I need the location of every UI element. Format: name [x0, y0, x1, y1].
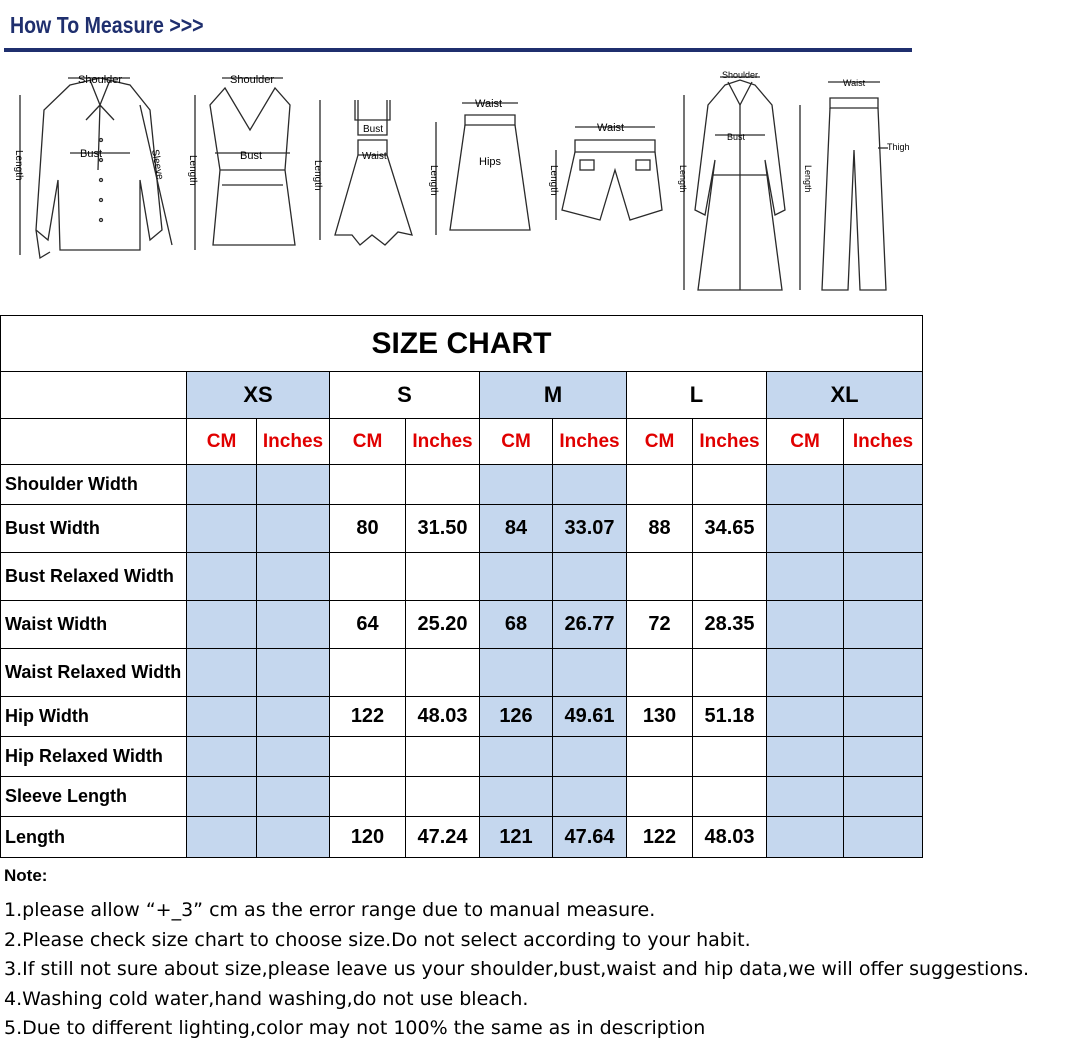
value-cell: [767, 553, 844, 601]
pants-thigh-label: Thigh: [887, 142, 910, 152]
value-cell: [844, 777, 923, 817]
garment-illustrations: [0, 60, 1085, 310]
value-cell: [767, 777, 844, 817]
value-cell: [844, 697, 923, 737]
value-cell: [767, 817, 844, 858]
size-chart-table: [0, 315, 923, 858]
value-cell: 72: [627, 601, 693, 649]
value-cell: [693, 777, 767, 817]
value-cell: [406, 649, 480, 697]
value-cell: [257, 737, 330, 777]
table-row: [1, 777, 923, 817]
shorts-illustration: [556, 127, 662, 220]
value-cell: [406, 465, 480, 505]
notes-title: Note:: [4, 866, 48, 885]
coat-length-label: Length: [678, 165, 688, 193]
value-cell: [553, 553, 627, 601]
value-cell: 122: [330, 697, 406, 737]
row-label: Hip Width: [1, 697, 187, 737]
value-cell: [330, 649, 406, 697]
tank-length-label: Length: [187, 155, 198, 186]
value-cell: [257, 649, 330, 697]
note-line: 1.please allow “+_3” cm as the error range due to manual measure.: [4, 899, 656, 921]
shorts-waist-label: Waist: [597, 122, 625, 134]
value-cell: [553, 737, 627, 777]
value-cell: [406, 737, 480, 777]
value-cell: [257, 777, 330, 817]
value-cell: [553, 649, 627, 697]
value-cell: [627, 649, 693, 697]
coat-illustration: [684, 77, 785, 290]
value-cell: [187, 649, 257, 697]
value-cell: [187, 553, 257, 601]
value-cell: 49.61: [553, 697, 627, 737]
unit-label-cell: [1, 419, 187, 465]
unit-header-cm: CM: [627, 419, 693, 465]
value-cell: [187, 465, 257, 505]
row-label: Sleeve Length: [1, 777, 187, 817]
value-cell: [480, 777, 553, 817]
value-cell: [330, 737, 406, 777]
value-cell: 48.03: [406, 697, 480, 737]
blouse-shoulder-label: Shoulder: [78, 74, 123, 86]
how-to-measure-title: How To Measure >>>: [10, 12, 204, 38]
value-cell: [844, 553, 923, 601]
blouse-length-label: Length: [13, 150, 24, 181]
value-cell: [693, 737, 767, 777]
value-cell: 80: [330, 505, 406, 553]
note-line: 2.Please check size chart to choose size.Do not select according to your habit.: [4, 928, 751, 951]
value-cell: [693, 649, 767, 697]
tank-bust-label: Bust: [240, 150, 263, 162]
blouse-bust-label: Bust: [80, 148, 103, 160]
size-header-xs: XS: [187, 372, 330, 419]
value-cell: 33.07: [553, 505, 627, 553]
value-cell: [767, 465, 844, 505]
value-cell: [406, 553, 480, 601]
value-cell: 25.20: [406, 601, 480, 649]
skirt-hips-label: Hips: [479, 156, 502, 168]
value-cell: [187, 817, 257, 858]
value-cell: [553, 465, 627, 505]
unit-header-inches: Inches: [693, 419, 767, 465]
value-cell: 88: [627, 505, 693, 553]
value-cell: 28.35: [693, 601, 767, 649]
row-label: Shoulder Width: [1, 465, 187, 505]
shorts-length-label: Length: [548, 165, 559, 196]
value-cell: [257, 465, 330, 505]
value-cell: [767, 697, 844, 737]
note-line: 4.Washing cold water,hand washing,do not use bleach.: [4, 987, 529, 1010]
blouse-sleeve-label: Sleeve: [149, 148, 166, 181]
value-cell: [330, 553, 406, 601]
unit-header-cm: CM: [187, 419, 257, 465]
table-row: [1, 553, 923, 601]
dress-length-label: Length: [312, 160, 323, 191]
unit-header-cm: CM: [767, 419, 844, 465]
value-cell: 31.50: [406, 505, 480, 553]
value-cell: 48.03: [693, 817, 767, 858]
value-cell: [257, 697, 330, 737]
value-cell: [627, 777, 693, 817]
value-cell: [187, 777, 257, 817]
note-line: 3.If still not sure about size,please leave us your shoulder,bust,waist and hip data,we will offer suggestions.: [4, 958, 1030, 980]
value-cell: [844, 649, 923, 697]
pants-length-label: Length: [803, 165, 813, 193]
table-row: [1, 465, 923, 505]
value-cell: [844, 737, 923, 777]
value-cell: [627, 553, 693, 601]
value-cell: [627, 465, 693, 505]
coat-shoulder-label: Shoulder: [722, 70, 759, 80]
notes-section: [4, 866, 1084, 1044]
row-label: Bust Relaxed Width: [1, 553, 187, 601]
value-cell: [844, 465, 923, 505]
table-row: [1, 697, 923, 737]
corner-cell: [1, 372, 187, 419]
value-cell: [767, 649, 844, 697]
value-cell: [330, 777, 406, 817]
table-row: [1, 505, 923, 553]
value-cell: [693, 553, 767, 601]
row-label: Waist Relaxed Width: [1, 649, 187, 697]
dress-bust-label: Bust: [363, 124, 384, 135]
value-cell: [480, 553, 553, 601]
size-header-xl: XL: [767, 372, 923, 419]
table-row: [1, 601, 923, 649]
coat-bust-label: Bust: [727, 132, 746, 142]
size-header-s: S: [330, 372, 480, 419]
table-row: [1, 649, 923, 697]
size-header-l: L: [627, 372, 767, 419]
dress-illustration: [320, 100, 412, 245]
value-cell: [844, 817, 923, 858]
value-cell: [187, 505, 257, 553]
value-cell: 84: [480, 505, 553, 553]
row-label: Hip Relaxed Width: [1, 737, 187, 777]
title-underline: [4, 48, 912, 52]
value-cell: [330, 465, 406, 505]
value-cell: 64: [330, 601, 406, 649]
table-row: [1, 737, 923, 777]
size-chart-title: SIZE CHART: [1, 316, 923, 372]
value-cell: [187, 601, 257, 649]
value-cell: 122: [627, 817, 693, 858]
value-cell: 47.64: [553, 817, 627, 858]
size-header-m: M: [480, 372, 627, 419]
value-cell: [480, 737, 553, 777]
table-row: [1, 817, 923, 858]
value-cell: [767, 601, 844, 649]
value-cell: 51.18: [693, 697, 767, 737]
unit-header-cm: CM: [480, 419, 553, 465]
value-cell: 68: [480, 601, 553, 649]
value-cell: [767, 737, 844, 777]
measurement-rows: [1, 465, 923, 858]
blouse-illustration: [20, 78, 172, 258]
note-line: 5.Due to different lighting,color may not 100% the same as in description: [4, 1017, 706, 1039]
value-cell: 120: [330, 817, 406, 858]
dress-waist-label: Waist: [362, 151, 387, 162]
value-cell: [844, 601, 923, 649]
tank-illustration: [195, 78, 295, 250]
value-cell: 47.24: [406, 817, 480, 858]
value-cell: [844, 505, 923, 553]
value-cell: [257, 601, 330, 649]
row-label: Bust Width: [1, 505, 187, 553]
skirt-length-label: Length: [428, 165, 439, 196]
row-label: Length: [1, 817, 187, 858]
value-cell: 130: [627, 697, 693, 737]
row-label: Waist Width: [1, 601, 187, 649]
value-cell: [257, 817, 330, 858]
value-cell: 126: [480, 697, 553, 737]
value-cell: 26.77: [553, 601, 627, 649]
skirt-illustration: [436, 103, 530, 235]
unit-header-inches: Inches: [553, 419, 627, 465]
value-cell: [257, 505, 330, 553]
value-cell: [553, 777, 627, 817]
value-cell: [693, 465, 767, 505]
unit-header-cm: CM: [330, 419, 406, 465]
value-cell: [767, 505, 844, 553]
unit-header-inches: Inches: [406, 419, 480, 465]
unit-header-inches: Inches: [257, 419, 330, 465]
skirt-waist-label: Waist: [475, 98, 503, 110]
value-cell: [480, 649, 553, 697]
unit-header-inches: Inches: [844, 419, 923, 465]
value-cell: [257, 553, 330, 601]
value-cell: [406, 777, 480, 817]
tank-shoulder-label: Shoulder: [230, 74, 275, 86]
value-cell: [480, 465, 553, 505]
value-cell: [627, 737, 693, 777]
pants-waist-label: Waist: [843, 78, 866, 88]
value-cell: 121: [480, 817, 553, 858]
value-cell: [187, 737, 257, 777]
value-cell: [187, 697, 257, 737]
value-cell: 34.65: [693, 505, 767, 553]
